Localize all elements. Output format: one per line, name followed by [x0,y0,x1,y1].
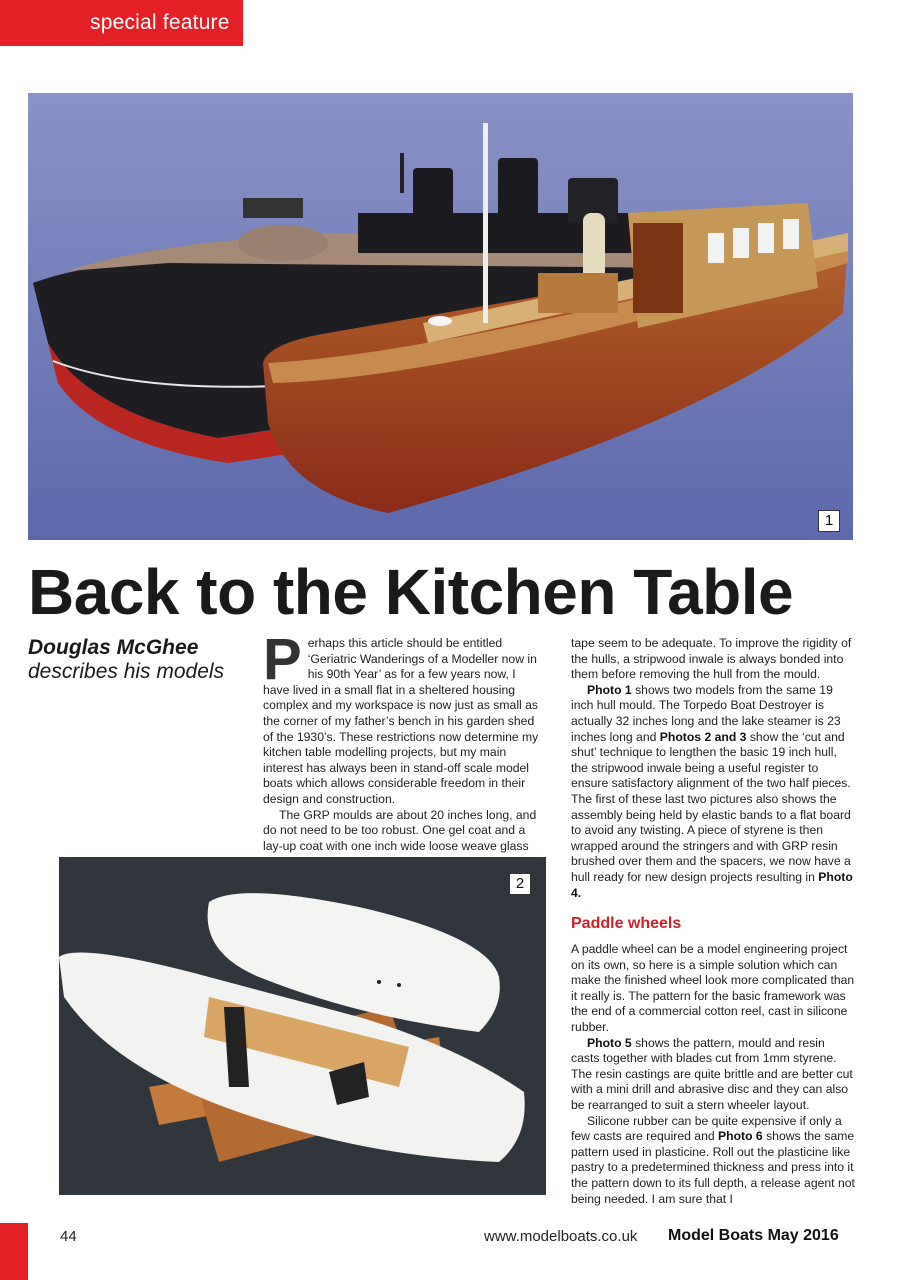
photo-2-number: 2 [509,873,531,895]
photo-ref-4: Photo 4. [571,869,853,900]
col2b-text-c: shows the same pattern used in plasticine. Roll out the plasticine like pastry to a predetermined thickness and press into it the pattern down to its full depth, a release agent not being needed. I am sure that I [571,1129,855,1206]
magazine-issue: Model Boats May 2016 [668,1227,839,1244]
photo-ref-2-3: Photos 2 and 3 [659,729,747,744]
col2b-paragraph-2 [571,1036,855,1114]
photo-1-illustration [28,93,853,540]
photo-1 [28,93,853,540]
col2b-paragraph-3 [571,1114,855,1208]
byline [28,636,248,684]
col2-paragraph-1: tape seem to be adequate. To improve the rigidity of the hulls, a stripwood inwale is always bonded into them before removing the hull from the mould. [571,636,852,682]
col2-text-b: show the ‘cut and shut’ technique to lengthen the basic 19 inch hull, the stripwood inwale being a useful register to ensure satisfactory alignment of the two half pieces. The first of these last two pictures also shows the assembly being held by elastic bands to a flat board to avoid any twisting. A piece of styrene is then wrapped around the stringers and with GRP resin brushed over them and the spacers, we now have a hull ready for new design projects resulting in [571,729,851,884]
col2b-text-a: shows the pattern, mould and resin casts together with blades cut from 1mm styrene. The resin castings are quite brittle and are better cut with a mini drill and abrasive disc and they can also be rearranged to suit a stern wheeler layout. [571,1035,853,1112]
col2-paragraph-2 [571,683,855,901]
photo-2 [59,857,546,1195]
drop-cap: P [263,627,302,692]
photo-ref-5: Photo 5 [587,1035,632,1050]
author-name: Douglas McGhee [28,636,199,659]
page-number: 44 [60,1228,77,1245]
standfirst: describes his models [28,660,225,683]
photo-1-number: 1 [818,510,840,532]
section-tag: special feature [0,0,243,46]
article-title: Back to the Kitchen Table [28,556,794,628]
col2b-text-b: Silicone rubber can be quite expensive if only a few casts are required and [571,1113,842,1144]
col1-paragraph-2: The GRP moulds are about 20 inches long, and do not need to be too robust. One gel coat and a lay-up coat with one inch wide loose weave glass [263,807,537,853]
col1-paragraph-1: erhaps this article should be entitled ‘Geriatric Wanderings of a Modeller now in his 90th Year’ as for a few years now, I have lived in a small flat in a sheltered housing complex and my workspace is now just as small as the corner of my father’s bench in his garden shed of the 1930’s. These restrictions now determine my kitchen table modelling projects, but my main interest has always been in stand-off scale model boats which allows considerable freedom in their design and construction. [263,636,539,806]
photo-ref-6: Photo 6 [718,1129,763,1144]
body-column-1 [263,627,545,854]
subheading-paddle-wheels: Paddle wheels [571,915,682,932]
footer-accent-bar [0,1223,28,1280]
col2-text-a: shows two models from the same 19 inch hull mould. The Torpedo Boat Destroyer is actually 32 inches long and the lake steamer is 23 inches long and [571,682,841,744]
body-column-2 [571,636,855,901]
photo-2-illustration [59,857,546,1195]
photo-ref-1: Photo 1 [587,682,632,697]
col2b-paragraph-1: A paddle wheel can be a model engineering project on its own, so here is a simple solution which can make the finished wheel look more complicated than it really is. The pattern for the basic framework was the end of a commercial cotton reel, cast in silicone rubber. [571,942,855,1034]
footer-url[interactable]: www.modelboats.co.uk [484,1228,638,1245]
body-column-2b [571,942,855,1207]
